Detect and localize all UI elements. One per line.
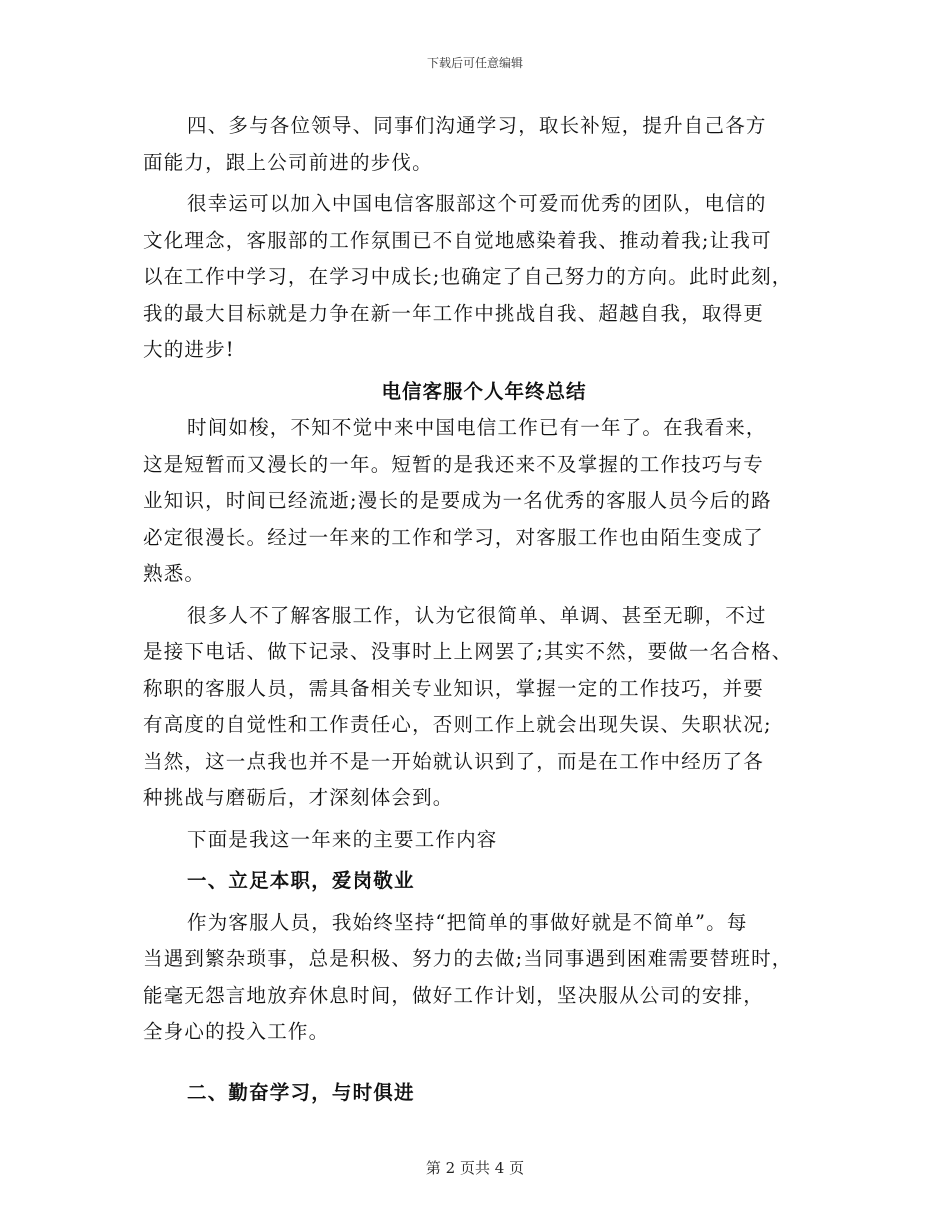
section-heading-1: 一、立足本职，爱岗敬业 <box>187 869 415 892</box>
paragraph-3 <box>143 410 815 593</box>
paragraph-2 <box>143 186 815 369</box>
text-line: 当然，这一点我也并不是一开始就认识到了，而是在工作中经历了各 <box>143 749 765 773</box>
text-line: 是接下电话、做下记录、没事时上上网罢了;其实不然，要做一名合格、 <box>143 640 793 663</box>
text-line: 这是短暂而又漫长的一年。短暂的是我还来不及掌握的工作技巧与专 <box>143 452 765 476</box>
text-line: 全身心的投入工作。 <box>143 1020 330 1043</box>
page-header: 下载后可任意编辑 <box>426 56 523 70</box>
text-line: 我的最大目标就是力争在新一年工作中挑战自我、超越自我，取得更 <box>143 301 765 325</box>
text-line: 必定很漫长。经过一年来的工作和学习，对客服工作也由陌生变成了 <box>143 525 765 549</box>
document-body <box>143 108 815 1111</box>
text-line: 能毫无怨言地放弃休息时间，做好工作计划，坚决服从公司的安排， <box>143 983 765 1007</box>
text-line: 四、多与各位领导、同事们沟通学习，取长补短，提升自己各方 <box>187 114 767 137</box>
text-line: 种挑战与磨砺后，才深刻体会到。 <box>143 786 454 809</box>
text-line: 很多人不了解客服工作，认为它很简单、单调、甚至无聊，不过 <box>187 603 767 627</box>
paragraph-5: 下面是我这一年来的主要工作内容 <box>187 827 498 851</box>
paragraph-6 <box>143 905 815 1051</box>
text-line: 很幸运可以加入中国电信客服部这个可爱而优秀的团队，电信的 <box>187 192 767 215</box>
text-line: 当遇到繁杂琐事，总是积极、努力的去做;当同事遇到困难需要替班时， <box>143 947 793 970</box>
text-line: 面能力，跟上公司前进的步伐。 <box>143 150 433 174</box>
paragraph-4 <box>143 598 815 817</box>
text-line: 熟悉。 <box>143 562 206 585</box>
text-line: 以在工作中学习，在学习中成长;也确定了自己努力的方向。此时此刻， <box>143 265 793 288</box>
paragraph-1 <box>143 108 815 181</box>
text-line: 大的进步! <box>143 338 235 361</box>
text-line: 文化理念，客服部的工作氛围已不自觉地感染着我、推动着我;让我可 <box>143 228 772 252</box>
document-title: 电信客服个人年终总结 <box>381 379 587 403</box>
text-line: 作为客服人员，我始终坚持“把简单的事做好就是不简单”。每 <box>187 910 748 934</box>
text-line: 称职的客服人员，需具备相关专业知识，掌握一定的工作技巧，并要 <box>143 676 765 700</box>
text-line: 时间如梭，不知不觉中来中国电信工作已有一年了。在我看来， <box>187 416 767 439</box>
text-line: 有高度的自觉性和工作责任心，否则工作上就会出现失误、失职状况; <box>143 713 772 736</box>
text-line: 业知识，时间已经流逝;漫长的是要成为一名优秀的客服人员今后的路 <box>143 489 772 512</box>
section-heading-2: 二、勤奋学习，与时俱进 <box>187 1080 415 1104</box>
page-footer: 第 2 页共 4 页 <box>425 1159 525 1177</box>
